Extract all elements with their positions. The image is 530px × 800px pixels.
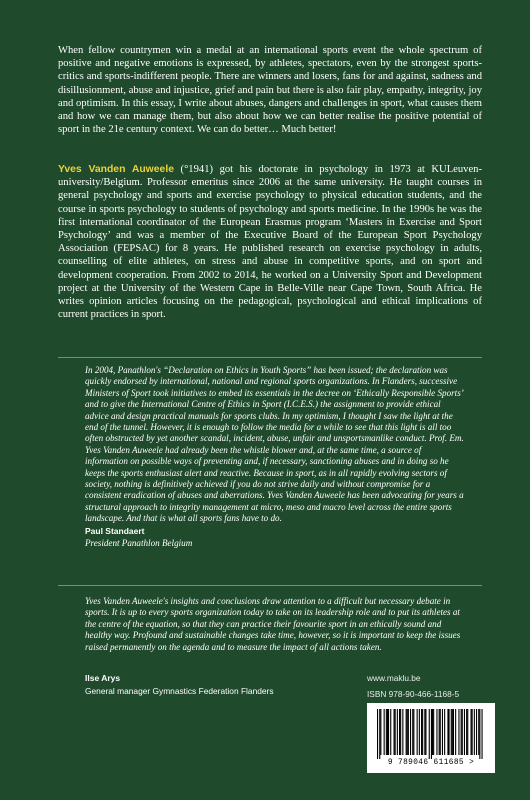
barcode-bar bbox=[433, 709, 434, 755]
barcode-bar bbox=[397, 709, 398, 755]
barcode-bar bbox=[458, 709, 459, 755]
barcode-bar bbox=[447, 709, 448, 755]
barcode-bars bbox=[367, 703, 495, 761]
barcode-bar bbox=[388, 709, 389, 755]
barcode-bar bbox=[442, 709, 443, 755]
barcode bbox=[367, 703, 495, 773]
endorsement-quote-1: In 2004, Panathlon's “Declaration on Ethics in Youth Sports” has been issued; the declaration was quickly endorsed by international, national and regional sports organizations. In Flanders, successive Ministers of Sport took initiatives to embed its essentials in the decree on ‘Ethically Responsible Sports’ and to give the International Centre of Ethics in Sport (I.C.E.S.) the assignment to provide ethical advice and design practical manuals for sports clubs. In my optimism, I thought I saw the light at the end of the tunnel. However, it is enough to follow the media for a while to see that this light is all too often obstructed by yet another scandal, incident, abuse, unfair and unsportsmanlike conduct. Prof. Em. Yves Vanden Auweele had already been the whistle blower and, at the same time, a source of information on possible ways of preventing and, if necessary, sanctioning abuses and in doing so he keeps the sports enthusiast alert and reactive. Because in sport, as in all rapidly evolving sectors of society, nothing is definitively achieved if you do not strive daily and without compromise for a consistent eradication of abuses and aberrations. Yves Vanden Auweele has been advocating for years a structural approach to integrity management at micro, meso and macro level across the entire sports landscape. And that is what all sports fans have to do. bbox=[85, 365, 464, 524]
barcode-bar bbox=[394, 709, 395, 755]
barcode-bar bbox=[395, 709, 396, 755]
barcode-bar bbox=[425, 709, 426, 755]
barcode-bar bbox=[452, 709, 453, 755]
barcode-bar bbox=[417, 709, 418, 755]
barcode-bar bbox=[461, 709, 462, 755]
barcode-bar bbox=[474, 709, 475, 755]
barcode-bar bbox=[407, 709, 408, 755]
author-bio bbox=[58, 163, 482, 321]
barcode-bar bbox=[436, 709, 437, 755]
barcode-bar bbox=[379, 709, 380, 759]
barcode-bar bbox=[402, 709, 403, 755]
barcode-bar bbox=[424, 709, 425, 755]
barcode-bar bbox=[390, 709, 391, 755]
barcode-bar bbox=[467, 709, 468, 755]
barcode-bar bbox=[429, 709, 430, 759]
publisher-website: www.maklu.be bbox=[367, 673, 421, 683]
barcode-bar bbox=[400, 709, 401, 755]
barcode-bar bbox=[476, 709, 477, 755]
endorser-2-name: Ilse Arys bbox=[85, 673, 121, 683]
barcode-bar bbox=[399, 709, 400, 755]
divider-bottom bbox=[58, 585, 482, 586]
divider-top bbox=[58, 357, 482, 358]
barcode-bar bbox=[412, 709, 413, 755]
barcode-bar bbox=[466, 709, 467, 755]
barcode-bar bbox=[451, 709, 452, 755]
barcode-bar bbox=[455, 709, 456, 755]
endorser-1-role: President Panathlon Belgium bbox=[85, 538, 193, 548]
intro-paragraph: When fellow countrymen win a medal at an international sports event the whole spectrum of positive and negative emotions is expressed, by athletes, spectators, even by the strongest sports-critics and sports-indifferent people. There are winners and losers, fans for and against, sadness and disillusionment, abuse and injustice, grief and pain but there is also fair play, empathy, integrity, joy and optimism. In this essay, I write about abuses, dangers and challenges in sport, what causes them and how we can manage them, but also about how we can better realise the positive potential of sport in the 21e century context. We can do better… Much better! bbox=[58, 45, 482, 136]
barcode-bar bbox=[471, 709, 472, 755]
author-name: Yves Vanden Auweele bbox=[58, 164, 174, 175]
barcode-bar bbox=[384, 709, 385, 755]
endorser-1-name: Paul Standaert bbox=[85, 526, 145, 536]
barcode-bar bbox=[421, 709, 422, 755]
barcode-bar bbox=[419, 709, 420, 755]
barcode-bar bbox=[462, 709, 463, 755]
barcode-bar bbox=[386, 709, 387, 755]
barcode-bar bbox=[472, 709, 473, 755]
author-bio-text: (°1941) got his doctorate in psychology in 1973 at KULeuven-university/Belgium. Professor emeritus since 2006 at the same university. He taught courses in general psychology and sports and exercise psychology to physical education students, and the course in sports psychology to students of psychology and sports medicine. In the 1990s he was the first international coordinator of the European Erasmus program ‘Masters in Exercise and Sport Psychology’ and was a member of the Executive Board of the European Sport Psychology Association (FEPSAC) for 8 years. He published research on exercise psychology in adults, counselling of elite athletes, on stress and abuse in competitive sports, and on sport and development cooperation. From 2002 to 2014, he worked on a University Sport and Development project at the University of the Western Cape in Belle-Ville near Cape Town, South Africa. He writes opinion articles focusing on the pedagogical, psychological and ethical implications of current practices in sport. bbox=[58, 164, 482, 321]
barcode-bar bbox=[449, 709, 450, 755]
barcode-bar bbox=[479, 709, 480, 759]
barcode-bar bbox=[387, 709, 388, 755]
barcode-bar bbox=[410, 709, 411, 755]
barcode-bar bbox=[444, 709, 445, 755]
barcode-bar bbox=[432, 709, 433, 755]
barcode-bar bbox=[482, 709, 483, 759]
barcode-bar bbox=[464, 709, 465, 755]
barcode-bar bbox=[377, 709, 378, 759]
barcode-bar bbox=[380, 709, 381, 755]
barcode-bar bbox=[453, 709, 454, 755]
isbn-number: ISBN 978-90-466-1168-5 bbox=[367, 689, 460, 699]
endorsement-quote-2: Yves Vanden Auweele's insights and conclusions draw attention to a difficult but necessary debate in sports. It is up to every sports organization today to take on its leadership role and to put its athletes at the centre of the equation, so that they can practice their favourite sport in an ethically sound and healthy way. Profound and sustainable changes take time, however, so it is important to keep the issues raised permanently on the agenda and to measure the impact of all actions taken. bbox=[85, 596, 461, 652]
endorser-2-role: General manager Gymnastics Federation Flanders bbox=[85, 686, 274, 696]
barcode-bar bbox=[440, 709, 441, 755]
barcode-bar bbox=[431, 709, 432, 759]
barcode-bar bbox=[439, 709, 440, 755]
barcode-bar bbox=[422, 709, 423, 755]
barcode-bar bbox=[406, 709, 407, 755]
barcode-bar bbox=[413, 709, 414, 755]
barcode-digits: 9 789046 611685 > bbox=[387, 759, 475, 767]
barcode-bar bbox=[408, 709, 409, 755]
barcode-bar bbox=[478, 709, 479, 755]
